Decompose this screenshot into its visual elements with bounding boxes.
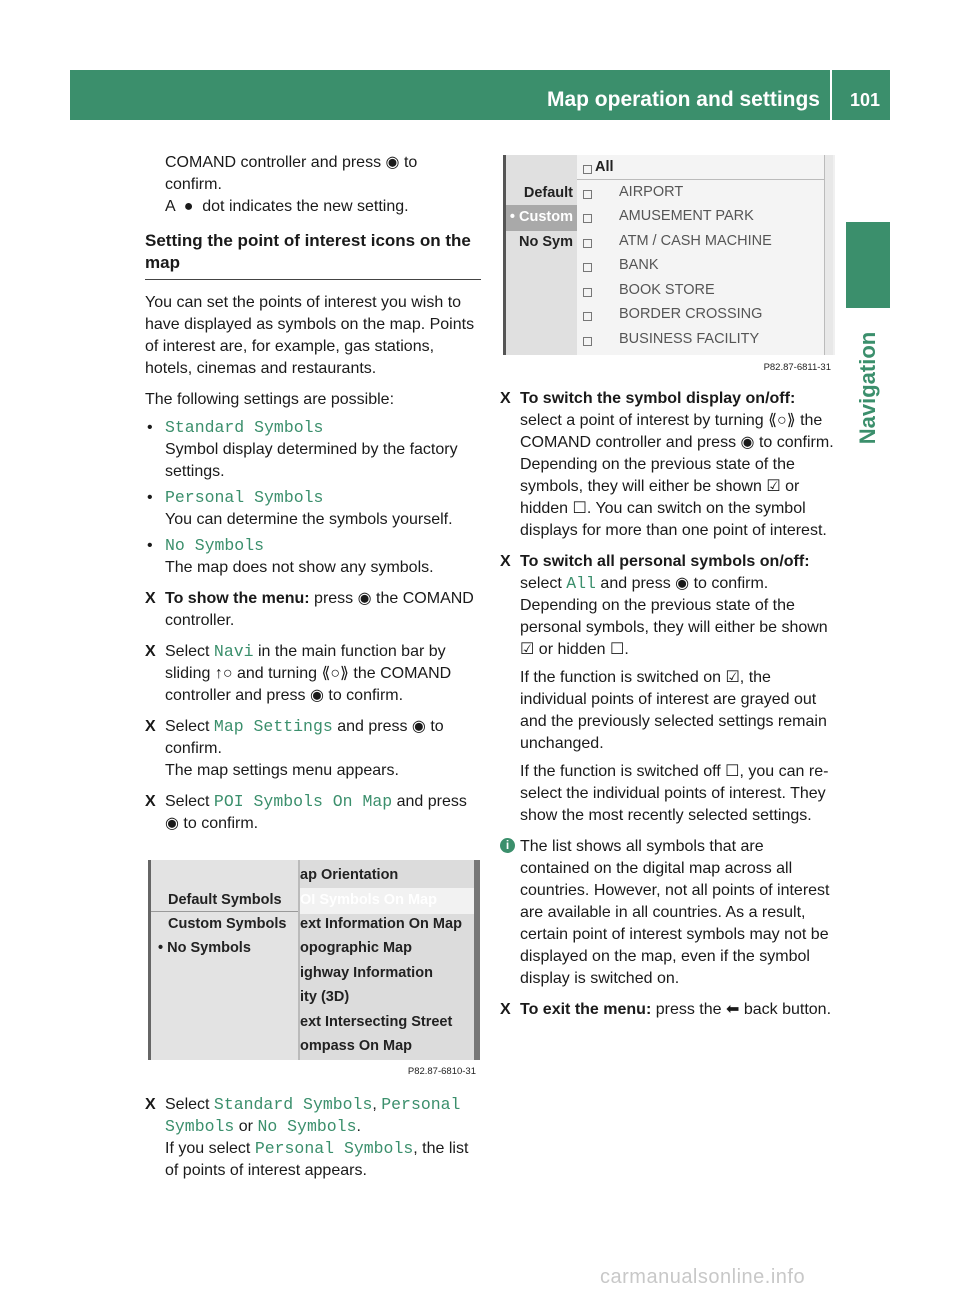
menu-item-map-orientation[interactable]: ap Orientation	[300, 867, 399, 883]
slide-icon: ↑○	[214, 665, 233, 682]
screenshot-caption: P82.87-6810-31	[407, 1066, 476, 1077]
step-marker-icon: X	[145, 718, 156, 735]
section-tab	[846, 222, 890, 308]
menu-item-text-info[interactable]: ext Information On Map	[300, 916, 462, 932]
intro-paragraph-2: The following settings are possible:	[145, 391, 395, 408]
screenshot-caption: P82.87-6811-31	[763, 362, 831, 373]
caption-bar-2	[503, 355, 835, 377]
poi-item[interactable]: BOOK STORE	[619, 282, 715, 298]
checkbox-icon[interactable]	[583, 239, 592, 248]
step-marker-icon: X	[145, 793, 156, 810]
press-icon: ◉	[411, 718, 426, 735]
turn-icon: ⟪○⟫	[768, 412, 796, 429]
step-marker-icon: X	[145, 1096, 156, 1113]
step-switch-symbol: X To switch the symbol display on/off: select a point of interest by turning ⟪○⟫ the COMAND controller and press ◉ to confirm. Depending on the previous state of the symbols, they will either be shown ☑ or hidden ☐. You can switch on the symbol displays for more than one point of interest.	[500, 390, 834, 539]
step-exit-menu: X To exit the menu: press the ⬅ back button.	[500, 999, 836, 1021]
menu-item-compass[interactable]: ompass On Map	[300, 1038, 412, 1054]
press-icon: ◉	[357, 590, 372, 607]
caption-bar-1	[148, 1060, 480, 1080]
checkbox-icon[interactable]	[583, 312, 592, 321]
checked-box-icon: ☑	[520, 641, 535, 658]
checkbox-icon[interactable]	[583, 165, 592, 174]
list-item: • Personal Symbols You can determine the symbols yourself.	[147, 488, 453, 528]
checked-box-icon: ☑	[766, 478, 781, 495]
info-icon: i	[500, 838, 515, 853]
poi-item[interactable]: BORDER CROSSING	[619, 306, 763, 322]
intro-paragraph: You can set the points of interest you wish to have displayed as symbols on the map. Points of interest are, for example, gas stations, hotels, cinemas and restaurants.	[145, 294, 475, 377]
list-item: • No Symbols The map does not show any symbols.	[147, 536, 434, 576]
menu-item-poi-symbols[interactable]: OI Symbols On Map	[300, 892, 437, 908]
dot-note: A ● dot indicates the new setting.	[165, 198, 409, 215]
menu-item-highway-info[interactable]: ighway Information	[300, 965, 433, 981]
menu-item-city-3d[interactable]: ity (3D)	[300, 989, 350, 1005]
left-column	[145, 152, 481, 844]
dot-icon: ●	[183, 198, 194, 215]
poi-item[interactable]: BANK	[619, 257, 659, 273]
screenshot-poi-list	[503, 155, 835, 355]
bullet-icon: •	[147, 489, 153, 506]
scrollbar[interactable]	[824, 155, 833, 355]
section-label-text: Navigation	[855, 331, 880, 445]
back-icon: ⬅	[725, 1001, 740, 1018]
step-marker-icon: X	[500, 390, 511, 407]
step-select-navi: X Select Navi in the main function bar by sliding ↑○ and turning ⟪○⟫ the COMAND controller and press ◉ to confirm.	[145, 642, 452, 704]
press-icon: ◉	[309, 687, 324, 704]
bullet-icon: •	[147, 419, 153, 436]
info-note: i The list shows all symbols that are contained on the digital map across all countries. However, not all points of interest are available in all countries. As a result, certain point of interest symbols may not be displayed on the map, even if the symbol display is switched on.	[500, 836, 836, 990]
checkbox-icon[interactable]	[583, 263, 592, 272]
watermark: carmanualsonline.info	[600, 1266, 806, 1288]
checkbox-icon[interactable]	[583, 288, 592, 297]
section-side-label	[846, 318, 890, 458]
map-settings-menu	[298, 860, 480, 1060]
step-select-symbols: X Select Standard Symbols, Personal Symbols or No Symbols. If you select Personal Symbols, the list of points of interest appears.	[145, 1095, 469, 1179]
empty-box-icon: ☐	[609, 641, 625, 658]
checked-box-icon: ☑	[725, 669, 740, 686]
checkbox-icon[interactable]	[583, 214, 592, 223]
turn-icon: ⟪○⟫	[321, 665, 349, 682]
poi-item[interactable]: AMUSEMENT PARK	[619, 208, 754, 224]
press-icon: ◉	[675, 575, 690, 592]
step-map-settings: X Select Map Settings and press ◉ to confirm. The map settings menu appears.	[145, 717, 444, 779]
menu-item-custom-symbols[interactable]: Custom Symbols	[168, 916, 287, 932]
poi-list	[577, 155, 825, 355]
page-number: 101	[849, 90, 880, 110]
section-heading: Setting the point of interest icons on the map	[145, 230, 481, 280]
header-title: Map operation and settings	[546, 88, 820, 111]
mode-custom[interactable]: • Custom	[509, 209, 573, 225]
symbols-menu	[148, 860, 299, 1060]
continuation-text-2: confirm.	[165, 176, 222, 193]
right-column	[500, 388, 836, 1030]
empty-box-icon: ☐	[725, 763, 740, 780]
menu-item-next-street[interactable]: ext Intersecting Street	[300, 1014, 453, 1030]
left-column-bottom	[145, 1094, 481, 1191]
header-separator	[830, 70, 832, 120]
page-header	[70, 70, 890, 120]
menu-item-no-symbols[interactable]: • No Symbols	[158, 940, 251, 956]
menu-item-topographic[interactable]: opographic Map	[300, 940, 412, 956]
step-poi-symbols: X Select POI Symbols On Map and press ◉ to confirm.	[145, 792, 467, 832]
menu-item-default-symbols[interactable]: Default Symbols	[168, 892, 282, 908]
empty-box-icon: ☐	[572, 500, 587, 517]
poi-all[interactable]: All	[595, 159, 614, 175]
checkbox-icon[interactable]	[583, 190, 592, 199]
step-switch-all: X To switch all personal symbols on/off: select All and press ◉ to confirm. Depending on the previous state of the personal symbols, they will either be shown ☑ or hidden ☐. If the function is switched on ☑, the individual points of interest are grayed out and the previously selected settings remain unchanged. If the function is switched off ☐, you can re-select the individual points of interest. They show the most recently selected settings.	[500, 553, 829, 824]
screenshot-map-settings	[148, 860, 480, 1060]
step-marker-icon: X	[500, 553, 511, 570]
poi-item[interactable]: ATM / CASH MACHINE	[619, 233, 772, 249]
checkbox-icon[interactable]	[583, 337, 592, 346]
bullet-icon: •	[147, 537, 153, 554]
list-item: • Standard Symbols Symbol display determined by the factory settings.	[147, 418, 458, 480]
step-marker-icon: X	[145, 590, 156, 607]
press-icon: ◉	[385, 154, 400, 171]
press-icon: ◉	[165, 815, 179, 832]
step-marker-icon: X	[145, 643, 156, 660]
step-show-menu: X To show the menu: press ◉ the COMAND controller.	[145, 590, 474, 629]
step-marker-icon: X	[500, 1001, 511, 1018]
poi-item[interactable]: BUSINESS FACILITY	[619, 331, 760, 347]
mode-no-symbols[interactable]: No Sym	[519, 234, 573, 250]
mode-default[interactable]: Default	[523, 185, 573, 201]
press-icon: ◉	[740, 434, 755, 451]
poi-item[interactable]: AIRPORT	[619, 184, 684, 200]
continuation-text: COMAND controller and press ◉ to	[165, 154, 418, 171]
